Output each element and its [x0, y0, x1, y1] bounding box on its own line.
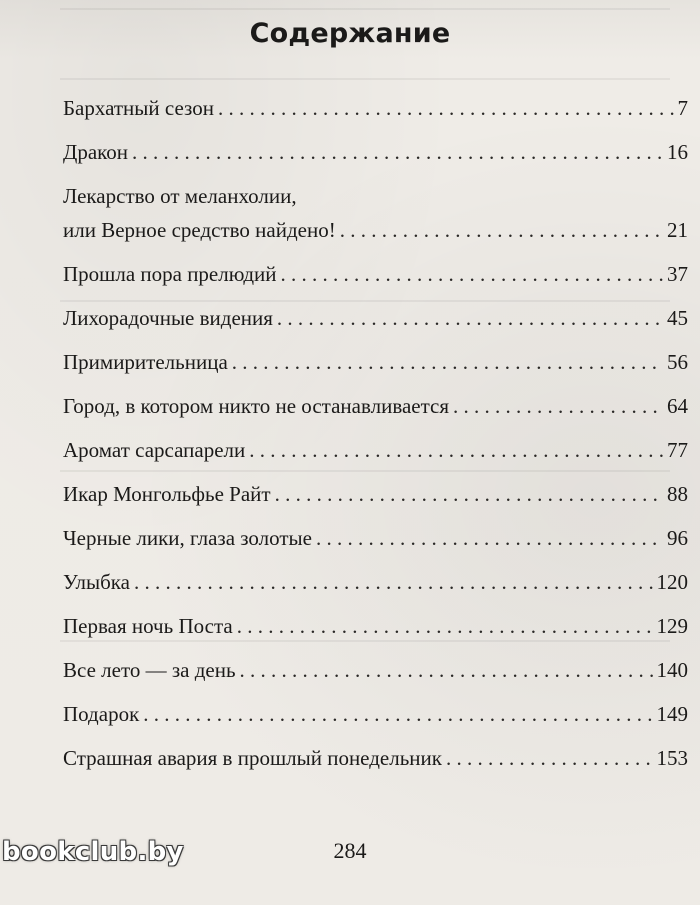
- dot-leader: [143, 702, 652, 726]
- toc-entry: [63, 350, 688, 394]
- toc-entry-page: 21: [667, 218, 688, 242]
- table-of-contents: [63, 96, 688, 790]
- toc-entry-page: 37: [667, 262, 688, 286]
- dot-leader: [275, 482, 663, 506]
- dot-leader: [132, 140, 663, 164]
- toc-entry-title: Дракон: [63, 140, 129, 164]
- toc-entry: [63, 614, 688, 658]
- dot-leader: [316, 526, 663, 550]
- dot-leader: [453, 394, 663, 418]
- toc-entry-page: 56: [667, 350, 688, 374]
- dot-leader: [281, 262, 663, 286]
- toc-entry-title: Первая ночь Поста: [63, 614, 233, 638]
- toc-entry-page: 16: [667, 140, 688, 164]
- toc-entry: [63, 570, 688, 614]
- dot-leader: [277, 306, 663, 330]
- toc-entry-page: 149: [656, 702, 688, 726]
- toc-entry: [63, 526, 688, 570]
- toc-entry: [63, 262, 688, 306]
- page-title: Содержание: [249, 18, 451, 49]
- toc-entry: [63, 394, 688, 438]
- toc-entry: [63, 96, 688, 140]
- toc-entry: [63, 482, 688, 526]
- toc-entry: [63, 702, 688, 746]
- toc-entry-title: Лихорадочные видения: [63, 306, 273, 330]
- toc-entry-page: 153: [656, 746, 688, 770]
- toc-entry-title: Икар Монгольфье Райт: [63, 482, 271, 506]
- bleed-through-line: [60, 78, 670, 80]
- dot-leader: [446, 746, 653, 770]
- dot-leader: [134, 570, 653, 594]
- toc-entry-title: Страшная авария в прошлый понедельник: [63, 746, 442, 770]
- toc-entry-title: Улыбка: [63, 570, 130, 594]
- dot-leader: [340, 218, 663, 242]
- toc-entry-page: 140: [656, 658, 688, 682]
- toc-entry-page: 7: [677, 96, 688, 120]
- toc-entry-page: 129: [656, 614, 688, 638]
- toc-entry-title: Прошла пора прелюдий: [63, 262, 277, 286]
- toc-entry-page: 64: [667, 394, 688, 418]
- dot-leader: [249, 438, 663, 462]
- toc-entry-page: 120: [656, 570, 688, 594]
- toc-entry-title-line1: Лекарство от меланхолии,: [63, 184, 297, 208]
- dot-leader: [218, 96, 674, 120]
- toc-entry-page: 96: [667, 526, 688, 550]
- toc-entry-page: 77: [667, 438, 688, 462]
- toc-entry-title: Подарок: [63, 702, 140, 726]
- toc-entry-title: Аромат сарсапарели: [63, 438, 246, 462]
- site-watermark: bookclub.by: [2, 837, 184, 867]
- toc-entry: [63, 746, 688, 790]
- toc-entry-title: Примирительница: [63, 350, 228, 374]
- dot-leader: [240, 658, 653, 682]
- toc-entry: [63, 140, 688, 184]
- toc-entry: [63, 438, 688, 482]
- toc-entry-page: 45: [667, 306, 688, 330]
- toc-entry-title: Все лето — за день: [63, 658, 236, 682]
- page-number: 284: [333, 838, 367, 863]
- toc-entry-title: или Верное средство найдено!: [63, 218, 336, 242]
- toc-entry-page: 88: [667, 482, 688, 506]
- toc-entry: [63, 658, 688, 702]
- toc-entry-title: Город, в котором никто не останавливается: [63, 394, 450, 418]
- dot-leader: [237, 614, 653, 638]
- toc-entry-title: Черные лики, глаза золотые: [63, 526, 312, 550]
- toc-entry: [63, 184, 688, 262]
- bleed-through-line: [60, 8, 670, 10]
- dot-leader: [232, 350, 663, 374]
- toc-entry: [63, 306, 688, 350]
- toc-entry-title: Бархатный сезон: [63, 96, 214, 120]
